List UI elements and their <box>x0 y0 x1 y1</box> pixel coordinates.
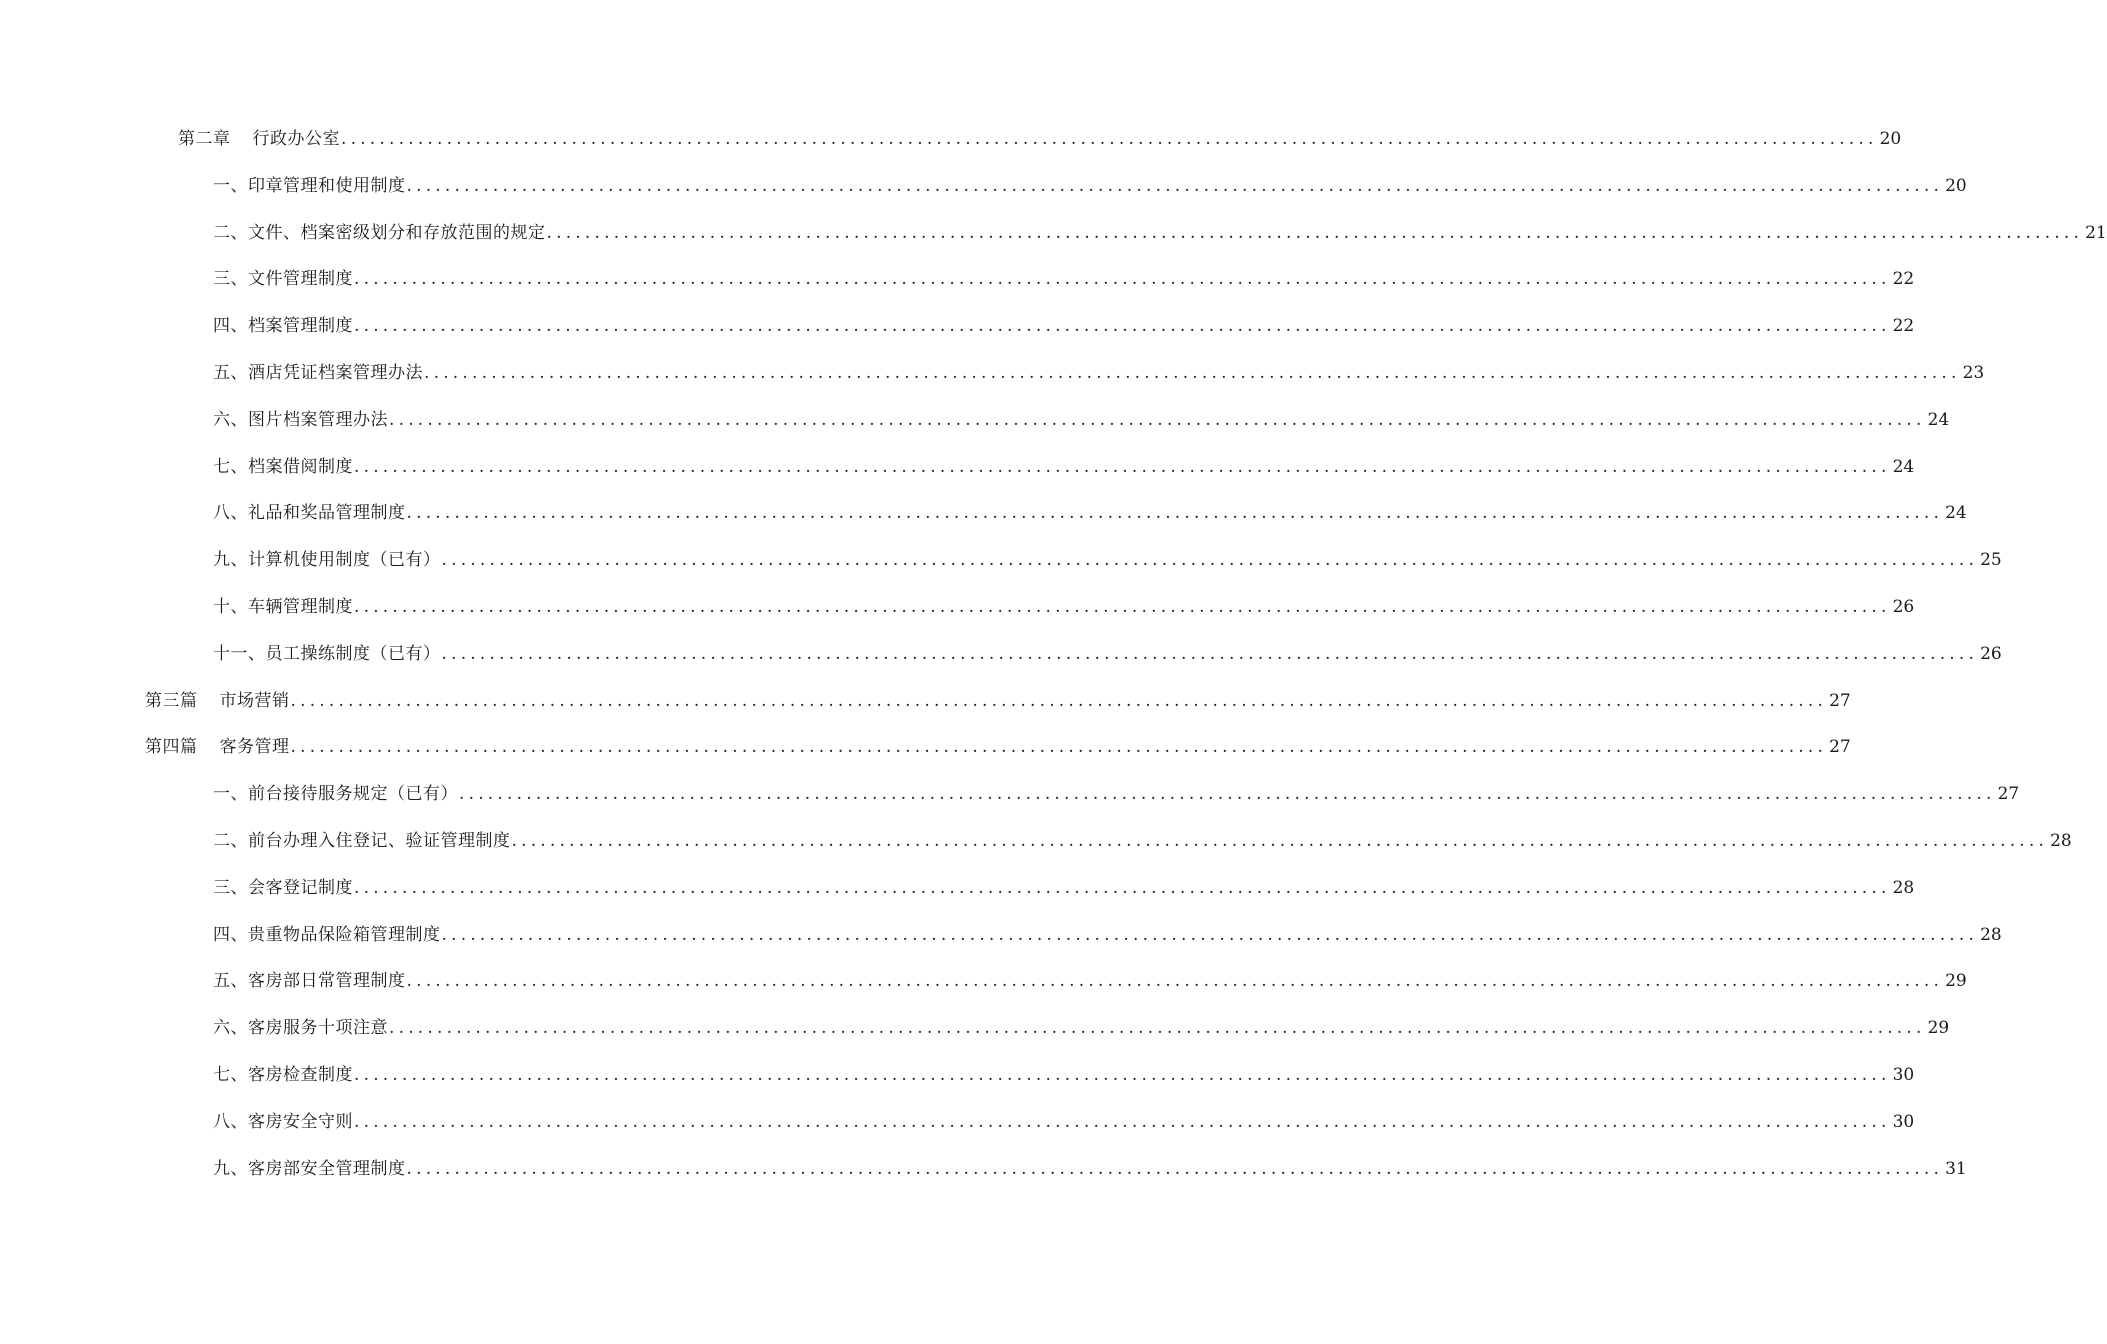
toc-page-number: 20 <box>1945 176 1967 196</box>
toc-entry[interactable] <box>213 1105 1915 1133</box>
toc-page-number: 21 <box>2085 223 2107 243</box>
toc-entry-title <box>213 596 353 618</box>
toc-page-number: 24 <box>1945 503 1967 523</box>
toc-dot-leader: ................................................................................................................................................................ <box>354 597 1891 617</box>
toc-entry[interactable] <box>145 684 1851 712</box>
toc-entry-title <box>213 877 353 899</box>
toc-entry[interactable] <box>213 356 1985 384</box>
toc-dot-leader: ................................................................................................................................................................ <box>441 925 1979 945</box>
toc-page-number: 23 <box>1962 363 1985 383</box>
toc-entry[interactable] <box>213 403 1950 431</box>
toc-entry-text: 一、印章管理和使用制度 <box>213 176 406 196</box>
toc-page-number: 27 <box>1829 737 1851 757</box>
toc-entry-text: 七、档案借阅制度 <box>213 457 353 477</box>
toc-entry-title <box>213 783 458 805</box>
toc-entry-title <box>213 1111 353 1133</box>
toc-page-number: 20 <box>1879 129 1902 149</box>
toc-dot-leader: ................................................................................................................................................................ <box>459 784 1996 804</box>
toc-dot-leader: ................................................................................................................................................................ <box>354 269 1891 289</box>
toc-entry-text: 六、客房服务十项注意 <box>213 1018 388 1038</box>
toc-page-number: 22 <box>1892 316 1915 336</box>
toc-dot-leader: ................................................................................................................................................................ <box>511 831 2049 851</box>
toc-entry-title <box>213 549 441 571</box>
toc-dot-leader: ................................................................................................................................................................ <box>441 644 1979 664</box>
toc-page-number: 24 <box>1927 410 1950 430</box>
toc-dot-leader: ................................................................................................................................................................ <box>389 1018 1926 1038</box>
toc-entry-number: 第三篇 <box>145 691 198 711</box>
toc-entry[interactable] <box>213 590 1915 618</box>
toc-page-number: 30 <box>1892 1112 1915 1132</box>
toc-entry[interactable] <box>178 122 1902 150</box>
toc-dot-leader: ................................................................................................................................................................ <box>406 971 1944 991</box>
toc-entry-title <box>213 1158 406 1180</box>
toc-entry-text: 客务管理 <box>219 737 290 757</box>
toc-entry-title <box>178 128 340 150</box>
toc-entry-text: 二、文件、档案密级划分和存放范围的规定 <box>213 223 546 243</box>
toc-entry[interactable] <box>145 730 1851 758</box>
toc-dot-leader: ................................................................................................................................................................ <box>546 223 2084 243</box>
toc-entry[interactable] <box>213 637 2002 665</box>
toc-entry[interactable] <box>213 169 1967 197</box>
toc-dot-leader: ................................................................................................................................................................ <box>441 550 1979 570</box>
toc-dot-leader: ................................................................................................................................................................ <box>424 363 1961 383</box>
toc-entry-text: 四、贵重物品保险箱管理制度 <box>213 925 441 945</box>
toc-entry[interactable] <box>213 309 1915 337</box>
toc-entry[interactable] <box>213 543 2002 571</box>
toc-page-number: 22 <box>1892 269 1915 289</box>
toc-entry-title <box>213 970 406 992</box>
toc-entry-title <box>213 175 406 197</box>
toc-entry-title <box>213 315 353 337</box>
toc-entry-text: 一、前台接待服务规定（已有） <box>213 784 458 804</box>
toc-page-number: 30 <box>1892 1065 1915 1085</box>
toc-entry-title <box>213 1064 353 1086</box>
toc-entry-title <box>213 643 441 665</box>
toc-entry[interactable] <box>213 1011 1950 1039</box>
toc-entry-number: 第二章 <box>178 129 231 149</box>
toc-entry-title <box>145 736 290 758</box>
toc-entry-title <box>213 1017 388 1039</box>
toc-entry[interactable] <box>213 496 1967 524</box>
toc-entry-text: 九、客房部安全管理制度 <box>213 1159 406 1179</box>
toc-page-number: 28 <box>1892 878 1915 898</box>
toc-entry-text: 十一、员工操练制度（已有） <box>213 644 441 664</box>
toc-dot-leader: ................................................................................................................................................................ <box>406 1159 1944 1179</box>
toc-entry-text: 十、车辆管理制度 <box>213 597 353 617</box>
toc-dot-leader: ................................................................................................................................................................ <box>354 316 1891 336</box>
toc-entry-text: 五、酒店凭证档案管理办法 <box>213 363 423 383</box>
toc-page-number: 28 <box>2050 831 2072 851</box>
toc-entry-text: 三、会客登记制度 <box>213 878 353 898</box>
toc-page-number: 24 <box>1892 457 1915 477</box>
toc-entry-title <box>213 456 353 478</box>
toc-entry[interactable] <box>213 1152 1967 1180</box>
toc-dot-leader: ................................................................................................................................................................ <box>354 1065 1891 1085</box>
toc-dot-leader: ................................................................................................................................................................ <box>406 503 1944 523</box>
toc-dot-leader: ................................................................................................................................................................ <box>389 410 1926 430</box>
toc-page-number: 27 <box>1997 784 2020 804</box>
toc-entry[interactable] <box>213 262 1915 290</box>
toc-page-number: 31 <box>1945 1159 1967 1179</box>
toc-entry-text: 九、计算机使用制度（已有） <box>213 550 441 570</box>
toc-entry-title <box>213 502 406 524</box>
toc-page-number: 25 <box>1980 550 2002 570</box>
toc-entry-text: 四、档案管理制度 <box>213 316 353 336</box>
toc-entry-title <box>213 830 511 852</box>
toc-entry-text: 八、客房安全守则 <box>213 1112 353 1132</box>
toc-page-number: 28 <box>1980 925 2002 945</box>
toc-entry-text: 三、文件管理制度 <box>213 269 353 289</box>
toc-entry-title <box>213 268 353 290</box>
toc-entry-text: 七、客房检查制度 <box>213 1065 353 1085</box>
toc-entry[interactable] <box>213 777 2020 805</box>
toc-page-number: 27 <box>1829 691 1851 711</box>
toc-entry[interactable] <box>213 1058 1915 1086</box>
toc-entry-text: 六、图片档案管理办法 <box>213 410 388 430</box>
toc-entry[interactable] <box>213 216 2107 244</box>
toc-entry-number: 第四篇 <box>145 737 198 757</box>
toc-entry-title <box>213 409 388 431</box>
toc-page-number: 29 <box>1945 971 1967 991</box>
toc-dot-leader: ................................................................................................................................................................ <box>354 878 1891 898</box>
toc-entry[interactable] <box>213 964 1967 992</box>
toc-page-number: 26 <box>1892 597 1915 617</box>
toc-entry-text: 市场营销 <box>219 691 290 711</box>
toc-entry-title <box>213 362 423 384</box>
toc-dot-leader: ................................................................................................................................................................ <box>290 691 1828 711</box>
toc-entry-title <box>213 222 546 244</box>
toc-page-number: 29 <box>1927 1018 1950 1038</box>
toc-dot-leader: ................................................................................................................................................................ <box>290 737 1828 757</box>
toc-page-number: 26 <box>1980 644 2002 664</box>
toc-dot-leader: ................................................................................................................................................................ <box>406 176 1944 196</box>
toc-dot-leader: ................................................................................................................................................................ <box>341 129 1878 149</box>
toc-entry-title <box>213 924 441 946</box>
toc-entry-title <box>145 690 290 712</box>
toc-entry-text: 八、礼品和奖品管理制度 <box>213 503 406 523</box>
toc-entry[interactable] <box>213 450 1915 478</box>
toc-dot-leader: ................................................................................................................................................................ <box>354 457 1891 477</box>
toc-entry-text: 二、前台办理入住登记、验证管理制度 <box>213 831 511 851</box>
toc-dot-leader: ................................................................................................................................................................ <box>354 1112 1891 1132</box>
toc-entry-text: 五、客房部日常管理制度 <box>213 971 406 991</box>
toc-entry-text: 行政办公室 <box>252 129 340 149</box>
toc-entry[interactable] <box>213 871 1915 899</box>
toc-entry[interactable] <box>213 918 2002 946</box>
toc-entry[interactable] <box>213 824 2072 852</box>
